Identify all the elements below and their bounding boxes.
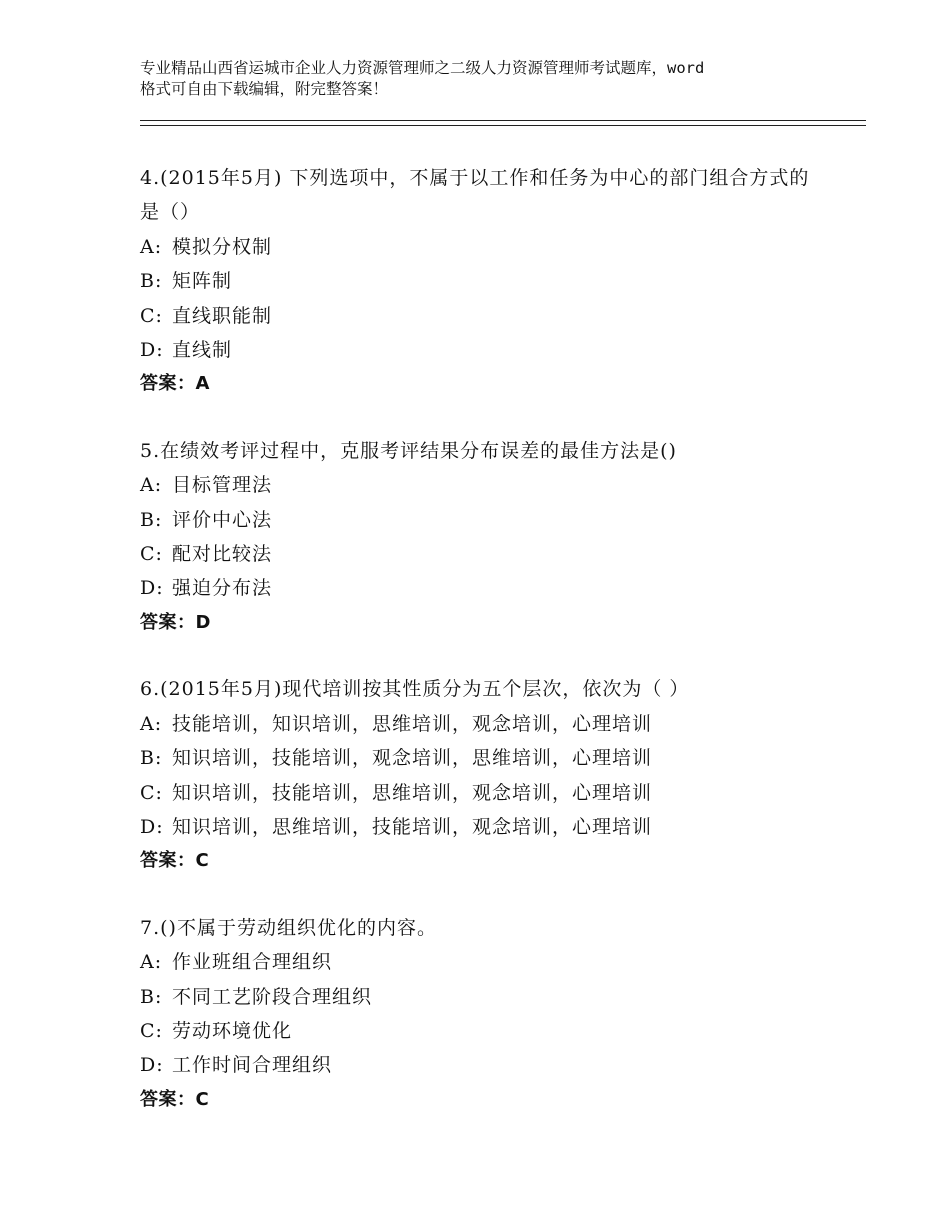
option-letter: B: bbox=[140, 985, 163, 1008]
option-b bbox=[140, 503, 820, 537]
option-text: 直线职能制 bbox=[172, 304, 273, 327]
option-a bbox=[140, 230, 820, 264]
answer-label: 答案：C bbox=[140, 1088, 210, 1110]
option-d bbox=[140, 810, 820, 844]
option-letter: A: bbox=[140, 951, 163, 974]
option-letter: C: bbox=[140, 781, 163, 804]
option-letter: A: bbox=[140, 474, 163, 497]
option-text: 作业班组合理组织 bbox=[172, 951, 333, 974]
answer-label: 答案：C bbox=[140, 850, 210, 872]
header-divider-top bbox=[140, 120, 866, 121]
option-text: 技能培训，知识培训，思维培训，观念培训，心理培训 bbox=[172, 712, 653, 735]
option-text: 目标管理法 bbox=[172, 474, 273, 497]
option-letter: D: bbox=[140, 1054, 164, 1077]
option-a bbox=[140, 468, 820, 502]
question-stem: 7.()不属于劳动组织优化的内容。 bbox=[140, 916, 437, 939]
option-text: 评价中心法 bbox=[172, 508, 273, 531]
option-text: 知识培训，技能培训，思维培训，观念培训，心理培训 bbox=[172, 781, 653, 804]
document-header bbox=[140, 58, 840, 100]
option-text: 强迫分布法 bbox=[172, 577, 273, 600]
option-letter: A: bbox=[140, 235, 163, 258]
option-b bbox=[140, 264, 820, 298]
option-letter: B: bbox=[140, 270, 163, 293]
option-c bbox=[140, 776, 820, 810]
header-line-1: 专业精品山西省运城市企业人力资源管理师之二级人力资源管理师考试题库，word bbox=[140, 59, 705, 77]
option-a bbox=[140, 707, 820, 741]
option-d bbox=[140, 1048, 820, 1082]
option-text: 模拟分权制 bbox=[172, 235, 273, 258]
option-letter: C: bbox=[140, 304, 163, 327]
option-letter: D: bbox=[140, 339, 164, 362]
option-c bbox=[140, 537, 820, 571]
option-b bbox=[140, 980, 820, 1014]
option-b bbox=[140, 741, 820, 775]
option-letter: D: bbox=[140, 815, 164, 838]
option-text: 工作时间合理组织 bbox=[172, 1054, 333, 1077]
question-stem: 6.(2015年5月)现代培训按其性质分为五个层次，依次为（ ） bbox=[140, 678, 690, 701]
option-text: 知识培训，技能培训，观念培训，思维培训，心理培训 bbox=[172, 747, 653, 770]
question-7 bbox=[140, 911, 820, 1117]
question-5 bbox=[140, 434, 820, 640]
option-d bbox=[140, 571, 820, 605]
option-a bbox=[140, 945, 820, 979]
option-text: 知识培训，思维培训，技能培训，观念培训，心理培训 bbox=[172, 815, 653, 838]
option-d bbox=[140, 333, 820, 367]
answer-label: 答案：D bbox=[140, 611, 211, 633]
option-text: 配对比较法 bbox=[172, 543, 273, 566]
question-stem: 5.在绩效考评过程中，克服考评结果分布误差的最佳方法是() bbox=[140, 439, 677, 462]
option-text: 劳动环境优化 bbox=[172, 1019, 293, 1042]
question-list bbox=[140, 161, 820, 1149]
option-letter: B: bbox=[140, 747, 163, 770]
option-c bbox=[140, 299, 820, 333]
header-divider-bottom bbox=[140, 125, 866, 126]
question-6 bbox=[140, 672, 820, 878]
answer-label: 答案：A bbox=[140, 373, 210, 395]
option-c bbox=[140, 1014, 820, 1048]
option-text: 不同工艺阶段合理组织 bbox=[172, 985, 373, 1008]
option-letter: A: bbox=[140, 712, 163, 735]
question-stem: 4.(2015年5月) 下列选项中，不属于以工作和任务为中心的部门组合方式的是（） bbox=[140, 167, 810, 224]
option-letter: C: bbox=[140, 1019, 163, 1042]
option-letter: B: bbox=[140, 508, 163, 531]
header-line-2: 格式可自由下载编辑，附完整答案！ bbox=[140, 80, 389, 98]
option-text: 直线制 bbox=[172, 339, 233, 362]
question-4 bbox=[140, 161, 820, 402]
option-text: 矩阵制 bbox=[172, 270, 233, 293]
option-letter: D: bbox=[140, 577, 164, 600]
option-letter: C: bbox=[140, 543, 163, 566]
